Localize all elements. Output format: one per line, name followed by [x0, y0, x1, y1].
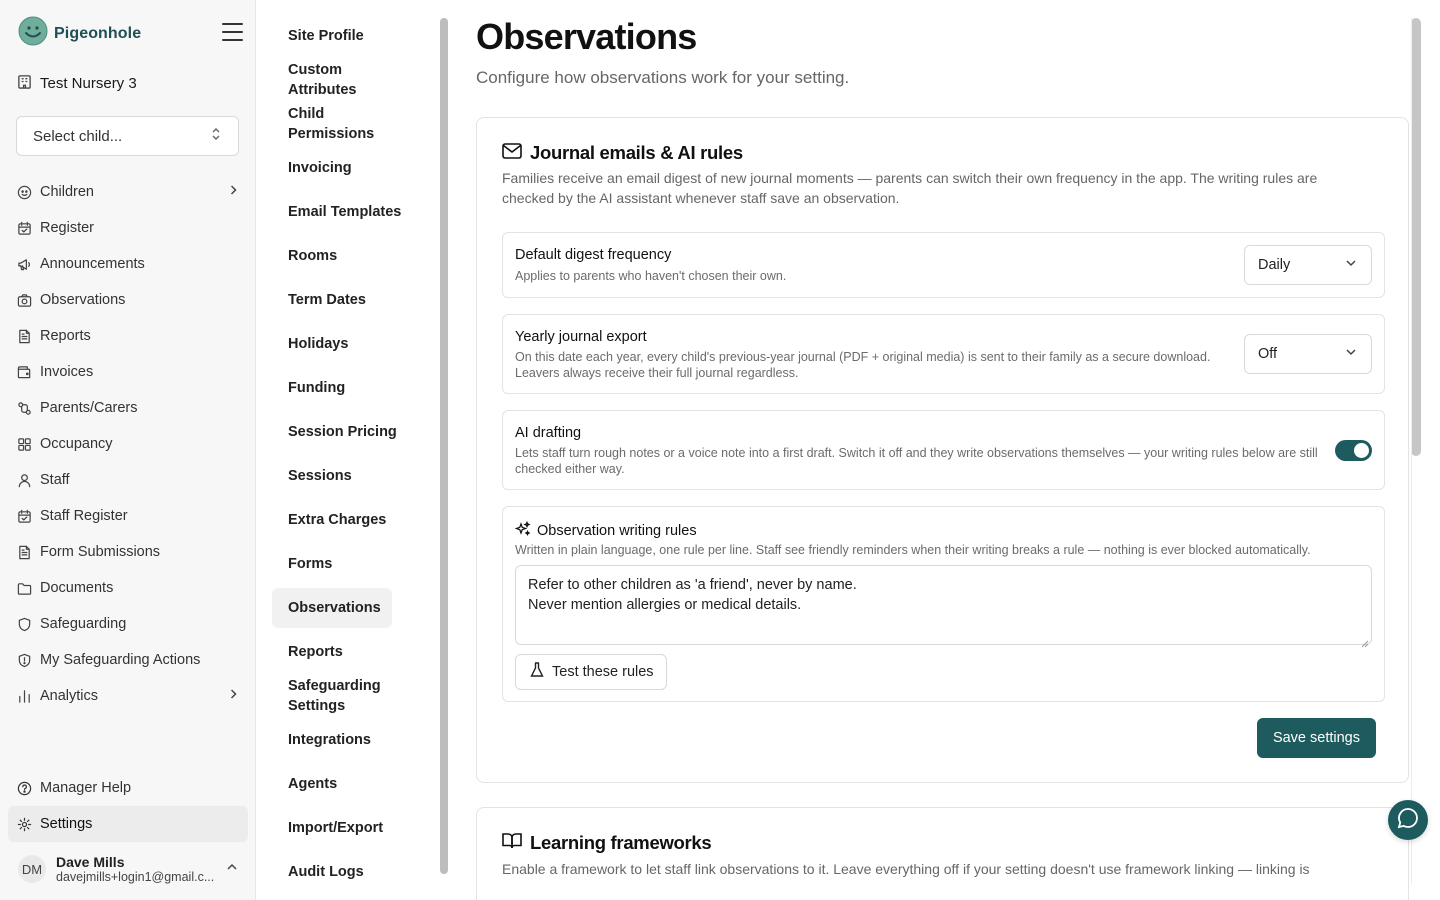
subnav-item-import-export[interactable]: Import/Export: [288, 820, 384, 836]
sidebar-item-label: Staff Register: [40, 508, 128, 524]
camera-icon: [17, 293, 32, 308]
sidebar-item-documents[interactable]: [8, 570, 248, 606]
shield-icon: [17, 617, 32, 632]
sidebar-item-staff[interactable]: [8, 462, 248, 498]
yearly-export-value: Off: [1258, 346, 1278, 362]
main-scrollbar[interactable]: [1411, 18, 1421, 884]
writing-rules-title: Observation writing rules: [537, 523, 697, 539]
page-subtitle: Configure how observations work for your setting.: [476, 68, 850, 87]
test-rules-label: Test these rules: [552, 664, 654, 680]
subnav-item-sessions[interactable]: Sessions: [288, 468, 352, 484]
sidebar-item-label: Children: [40, 184, 94, 200]
sidebar-item-invoices[interactable]: [8, 354, 248, 390]
ai-drafting-title: AI drafting: [515, 425, 582, 441]
subnav-item-custom-attributes[interactable]: Custom Attributes: [288, 62, 357, 98]
sidebar-item-occupancy[interactable]: [8, 426, 248, 462]
sidebar-item-label: Manager Help: [40, 780, 132, 796]
sidebar-item-label: Analytics: [40, 688, 99, 704]
frameworks-card-title: Learning frameworks: [530, 832, 712, 853]
sidebar-item-reports[interactable]: [8, 318, 248, 354]
secondary-nav: [8, 770, 248, 842]
digest-frequency-title: Default digest frequency: [515, 247, 672, 263]
subnav-item-agents[interactable]: Agents: [288, 776, 338, 792]
sidebar-item-form-submissions[interactable]: [8, 534, 248, 570]
subnav-item-integrations[interactable]: Integrations: [288, 732, 371, 748]
subnav-item-funding[interactable]: Funding: [288, 380, 346, 396]
brand[interactable]: [18, 16, 141, 51]
calendar-check-icon: [17, 509, 32, 524]
grid-icon: [17, 437, 32, 452]
journal-card-title: Journal emails & AI rules: [530, 142, 743, 163]
sidebar-item-register[interactable]: [8, 210, 248, 246]
sidebar-item-label: Invoices: [40, 364, 94, 380]
ai-drafting-row: [502, 410, 1385, 490]
menu-toggle-icon[interactable]: [222, 23, 243, 41]
subnav-item-observations[interactable]: Observations: [272, 588, 392, 628]
sidebar-item-manager-help[interactable]: [8, 770, 248, 806]
journal-card-header: [502, 142, 743, 164]
sidebar-item-label: Reports: [40, 328, 91, 344]
yearly-export-title: Yearly journal export: [515, 329, 647, 345]
avatar: DM: [18, 855, 46, 883]
sidebar-item-parents-carers[interactable]: [8, 390, 248, 426]
sidebar-item-label: Register: [40, 220, 94, 236]
help-circle-icon: [17, 781, 32, 796]
sparkles-icon: [515, 521, 531, 541]
primary-nav: [8, 174, 248, 714]
folder-icon: [17, 581, 32, 596]
calendar-check-icon: [17, 221, 32, 236]
sidebar-item-settings[interactable]: [8, 806, 248, 842]
sidebar-item-label: Safeguarding: [40, 616, 127, 632]
gear-icon: [17, 817, 32, 832]
book-open-icon: [502, 832, 522, 854]
pigeonhole-logo-icon: [18, 16, 48, 51]
yearly-export-select[interactable]: [1244, 334, 1372, 374]
sidebar-item-staff-register[interactable]: [8, 498, 248, 534]
subnav-item-rooms[interactable]: Rooms: [288, 248, 338, 264]
chevrons-up-down-icon: [210, 127, 222, 145]
digest-frequency-select[interactable]: [1244, 245, 1372, 285]
sidebar-item-safeguarding[interactable]: [8, 606, 248, 642]
chevron-right-icon: [227, 184, 239, 200]
wallet-icon: [17, 365, 32, 380]
writing-rules-header: [515, 521, 697, 541]
writing-rules-row: [502, 506, 1385, 702]
main-content: [476, 0, 1410, 900]
save-settings-button[interactable]: Save settings: [1257, 718, 1376, 758]
document-icon: [17, 545, 32, 560]
chevron-down-icon: [1345, 257, 1357, 273]
subnav-item-safeguarding-settings[interactable]: Safeguarding Settings: [288, 678, 381, 714]
sidebar-item-analytics[interactable]: [8, 678, 248, 714]
megaphone-icon: [17, 257, 32, 272]
writing-rules-textarea[interactable]: Refer to other children as 'a friend', never by name. Never mention allergies or medical details.: [515, 565, 1372, 645]
user-menu[interactable]: [8, 848, 248, 890]
chevron-down-icon: [1345, 346, 1357, 362]
writing-rules-desc: Written in plain language, one rule per line. Staff see friendly reminders when their writing breaks a rule — nothing is ever blocked automatically.: [515, 543, 1311, 557]
sidebar-item-observations[interactable]: [8, 282, 248, 318]
frameworks-card-header: [502, 832, 711, 854]
select-child-placeholder: Select child...: [33, 127, 123, 145]
digest-frequency-row: [502, 232, 1385, 298]
frameworks-card-desc: Enable a framework to let staff link observations to it. Leave everything off if your setting doesn't use framework linking — linking is: [502, 861, 1310, 877]
sidebar-item-label: Staff: [40, 472, 70, 488]
sidebar: [0, 0, 256, 900]
chevron-up-icon: [226, 860, 238, 878]
sidebar-item-children[interactable]: [8, 174, 248, 210]
child-face-icon: [17, 185, 32, 200]
subnav-item-term-dates[interactable]: Term Dates: [288, 292, 366, 308]
building-icon: [17, 74, 32, 93]
sidebar-item-label: Occupancy: [40, 436, 113, 452]
user-email: davejmills+login1@gmail.c...: [56, 870, 215, 884]
subnav-item-holidays[interactable]: Holidays: [288, 336, 349, 352]
mail-icon: [502, 142, 522, 164]
sidebar-item-label: Observations: [40, 292, 126, 308]
ai-drafting-desc: Lets staff turn rough notes or a voice note into a first draft. Switch it off and they write observations themselves — your writing rules below are still checked either way.: [515, 446, 1318, 476]
resize-handle-icon[interactable]: [1361, 634, 1369, 642]
subnav-item-reports[interactable]: Reports: [288, 644, 343, 660]
frameworks-card: [476, 807, 1409, 900]
subnav-item-extra-charges[interactable]: Extra Charges: [288, 512, 387, 528]
ai-drafting-toggle[interactable]: [1335, 440, 1372, 461]
user-name: Dave Mills: [56, 854, 125, 870]
chat-button[interactable]: [1388, 800, 1428, 840]
sidebar-item-announcements[interactable]: [8, 246, 248, 282]
subnav-item-email-templates[interactable]: Email Templates: [288, 204, 402, 220]
subnav-item-session-pricing[interactable]: Session Pricing: [288, 424, 397, 440]
select-child-dropdown[interactable]: [16, 116, 239, 156]
journal-card-desc: Families receive an email digest of new journal moments — parents can switch their own frequency in the app. The writing rules are checked by the AI assistant whenever staff save an observation.: [502, 170, 1318, 206]
shield-alert-icon: [17, 653, 32, 668]
sidebar-item-label: Parents/Carers: [40, 400, 138, 416]
chat-bubble-icon: [1397, 807, 1419, 834]
sidebar-item-label: Form Submissions: [40, 544, 161, 560]
yearly-export-desc: On this date each year, every child's previous-year journal (PDF + original media) is sent to their family as a secure download. Leavers always receive their full journal regardless.: [515, 350, 1211, 380]
digest-frequency-value: Daily: [1258, 257, 1291, 273]
document-icon: [17, 329, 32, 344]
subnav-item-audit-logs[interactable]: Audit Logs: [288, 864, 364, 880]
chevron-right-icon: [227, 688, 239, 704]
flask-icon: [530, 662, 544, 682]
test-rules-button[interactable]: [515, 654, 667, 690]
page-title: Observations: [476, 16, 697, 57]
git-compare-icon: [17, 401, 32, 416]
sidebar-item-label: Settings: [40, 816, 93, 832]
nursery-selector[interactable]: [17, 74, 137, 93]
subnav-item-site-profile[interactable]: Site Profile: [288, 28, 364, 44]
sidebar-item-label: Announcements: [40, 256, 145, 272]
nursery-name: Test Nursery 3: [40, 75, 137, 92]
journal-card: [476, 117, 1409, 783]
user-icon: [17, 473, 32, 488]
bar-chart-icon: [17, 689, 32, 704]
sidebar-item-label: My Safeguarding Actions: [40, 652, 201, 668]
subnav-item-forms[interactable]: Forms: [288, 556, 333, 572]
subnav-item-child-permissions[interactable]: Child Permissions: [288, 106, 375, 142]
settings-subnav: [256, 0, 437, 900]
sidebar-item-label: Documents: [40, 580, 114, 596]
subnav-item-invoicing[interactable]: Invoicing: [288, 160, 352, 176]
brand-name: Pigeonhole: [54, 24, 142, 42]
sidebar-item-my-safeguarding-actions[interactable]: [8, 642, 248, 678]
yearly-export-row: [502, 314, 1385, 394]
subnav-scrollbar[interactable]: [440, 18, 448, 874]
digest-frequency-desc: Applies to parents who haven't chosen their own.: [515, 269, 787, 283]
